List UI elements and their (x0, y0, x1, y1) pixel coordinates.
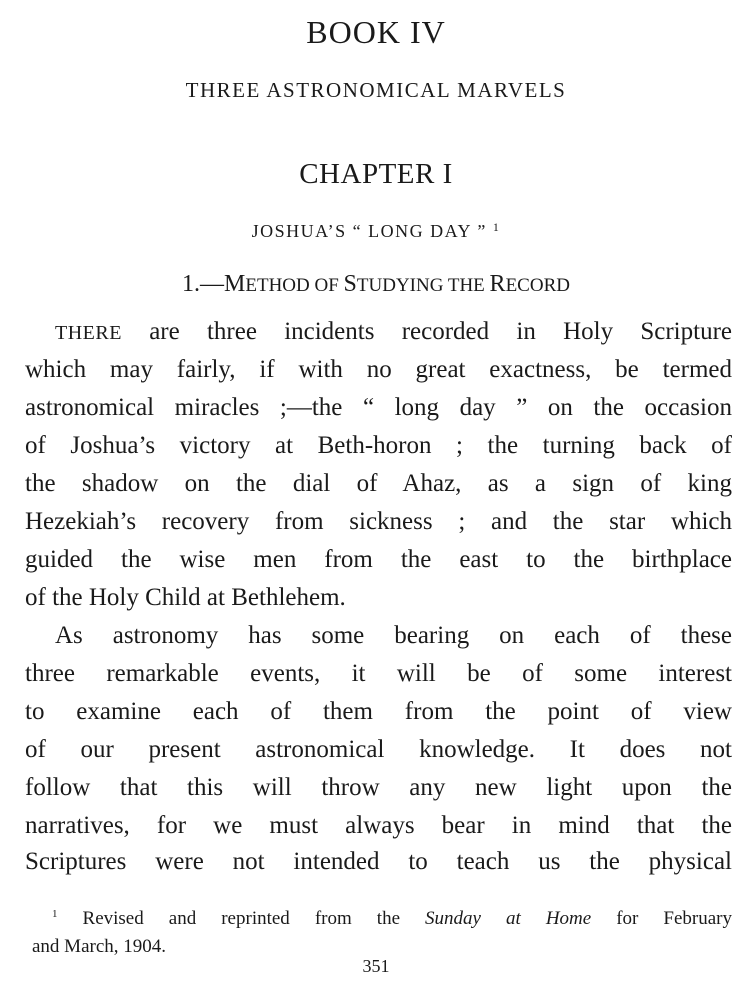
body-line: astronomical miracles ;—the “ long day ” on the occasion (25, 394, 732, 421)
body-line: Scriptures were not intended to teach us the physical (25, 848, 732, 875)
body-line: of our present astronomical knowledge. It does not (25, 736, 732, 763)
body-line: guided the wise men from the east to the birthplace (25, 546, 732, 573)
body-line: follow that this will throw any new light upon the (25, 774, 732, 801)
section-heading-part-2: TUDYING THE (356, 275, 490, 296)
section-heading-cap-2: S (343, 271, 357, 297)
section-heading-cap-1: M (224, 271, 246, 297)
footnote (32, 900, 732, 961)
body-line: of Joshua’s victory at Beth-horon ; the turning back of (25, 432, 732, 459)
footnote-source-title: Sunday at Home (425, 908, 592, 929)
body-line: to examine each of them from the point of view (25, 698, 732, 725)
body-line: of the Holy Child at Bethlehem. (25, 584, 346, 611)
page-number: 351 (362, 956, 390, 976)
section-heading-cap-3: R (489, 271, 506, 297)
body-line: the shadow on the dial of Ahaz, as a sign of king (25, 470, 732, 497)
footnote-line: $^1$ Revised and reprinted from the Sunday at Home for February (52, 908, 733, 929)
body-line: which may fairly, if with no great exactness, be termed (25, 356, 732, 383)
section-heading-part-1: ETHOD OF (245, 275, 344, 296)
body-line: three remarkable events, it will be of some interest (25, 660, 732, 687)
body-line: narratives, for we must always bear in mind that the (25, 812, 732, 839)
body-line: THERE are three incidents recorded in Holy Scripture (55, 318, 732, 345)
book-subtitle: THREE ASTRONOMICAL MARVELS (185, 78, 567, 102)
section-heading (0, 271, 752, 298)
chapter-title: CHAPTER I (299, 158, 453, 190)
body-first-word: THERE (55, 322, 122, 344)
footnote-reference-mark: 1 (492, 220, 501, 234)
chapter-subtitle (0, 220, 752, 242)
footnote-mark: 1 (52, 908, 58, 920)
chapter-subtitle-text: JOSHUA’S “ LONG DAY ” (251, 221, 487, 241)
section-number: 1.— (182, 271, 225, 297)
footnote-line: and March, 1904. (32, 936, 167, 957)
book-title: BOOK IV (306, 14, 446, 50)
section-heading-part-3: ECORD (505, 275, 570, 296)
body-line: Hezekiah’s recovery from sickness ; and the star which (25, 508, 732, 535)
body-line: As astronomy has some bearing on each of these (55, 622, 732, 649)
